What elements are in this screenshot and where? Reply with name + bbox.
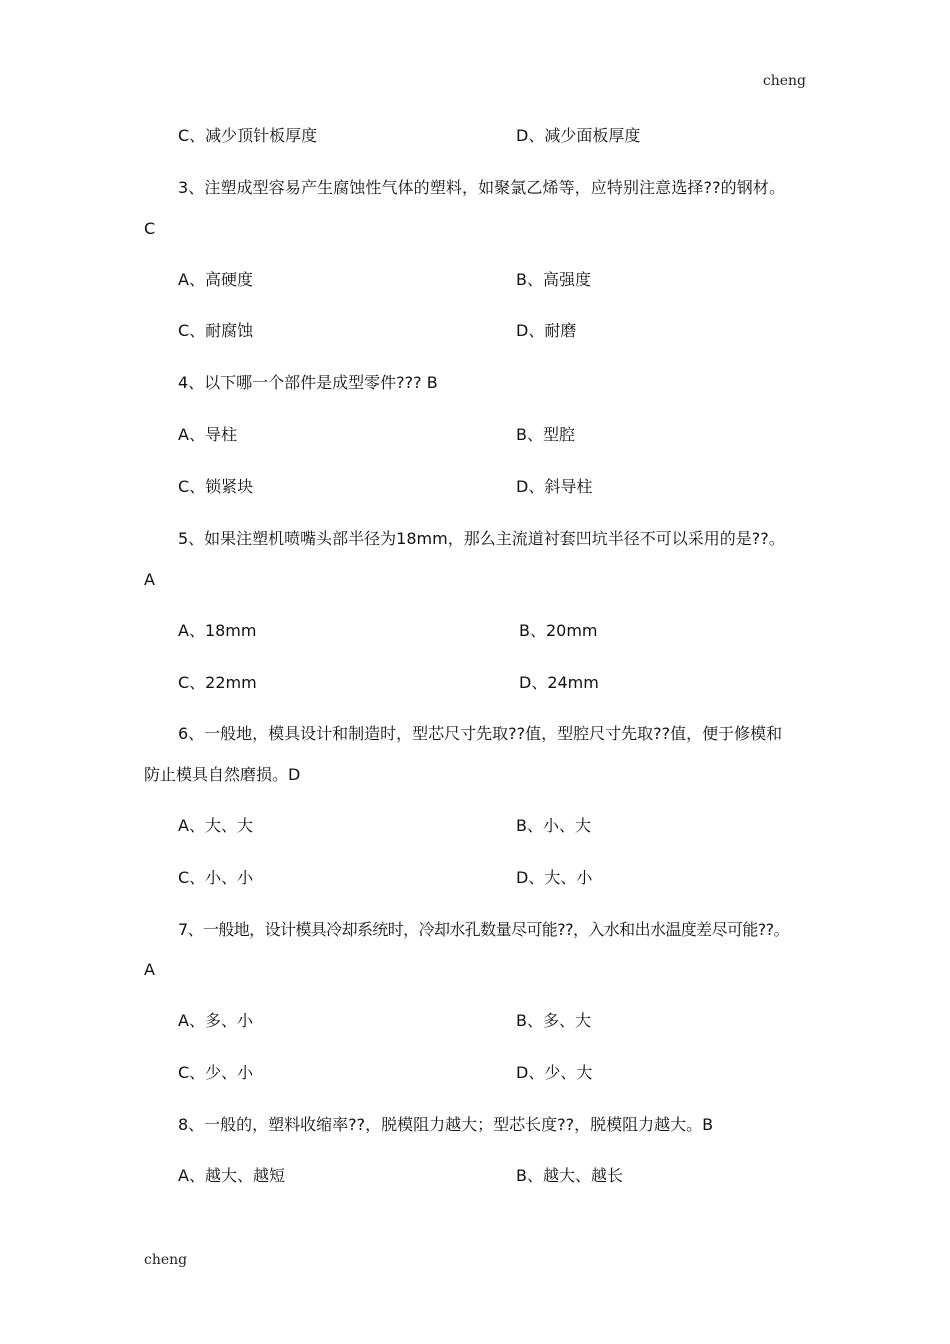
- question-8: 8、一般的，塑料收缩率??，脱模阻力越大；型芯长度??，脱模阻力越大。B: [178, 1115, 714, 1134]
- question-6-option-b: B、小、大: [516, 816, 591, 835]
- question-3-option-d: D、耐磨: [516, 321, 577, 340]
- question-3-option-b: B、高强度: [516, 270, 591, 289]
- question-4-option-c: C、锁紧块: [178, 477, 254, 496]
- question-8-option-b: B、越大、越长: [516, 1166, 623, 1185]
- question-4: 4、以下哪一个部件是成型零件??? B: [178, 373, 438, 392]
- question-6-continuation: 防止模具自然磨损。D: [144, 765, 301, 784]
- question-6-option-c: C、小、小: [178, 868, 254, 887]
- question-6-option-d: D、大、小: [516, 868, 593, 887]
- question-7-option-d: D、少、大: [516, 1063, 593, 1082]
- question-5-option-d: D、24mm: [519, 673, 599, 692]
- question-7: 7、一般地，设计模具冷却系统时，冷却水孔数量尽可能??，入水和出水温度差尽可能??。: [178, 920, 789, 939]
- question-3-option-a: A、高硬度: [178, 270, 253, 289]
- question-7-answer: A: [144, 960, 155, 979]
- page-footer: cheng: [144, 1252, 188, 1268]
- question-5: 5、如果注塑机喷嘴头部半径为18mm，那么主流道衬套凹坑半径不可以采用的是??。: [178, 529, 785, 548]
- page-header: cheng: [762, 73, 806, 89]
- question-8-option-a: A、越大、越短: [178, 1166, 285, 1185]
- question-6: 6、一般地，模具设计和制造时，型芯尺寸先取??值，型腔尺寸先取??值，便于修模和: [178, 724, 783, 743]
- question-4-option-d: D、斜导柱: [516, 477, 593, 496]
- option-d-prev: D、减少面板厚度: [516, 126, 641, 145]
- question-4-option-a: A、导柱: [178, 425, 237, 444]
- question-4-option-b: B、型腔: [516, 425, 575, 444]
- question-7-option-a: A、多、小: [178, 1011, 253, 1030]
- question-3-answer: C: [144, 219, 156, 238]
- question-5-option-a: A、18mm: [178, 621, 257, 640]
- question-3: 3、注塑成型容易产生腐蚀性气体的塑料，如聚氯乙烯等，应特别注意选择??的钢材。: [178, 178, 786, 197]
- option-c-prev: C、减少顶针板厚度: [178, 126, 318, 145]
- question-3-option-c: C、耐腐蚀: [178, 321, 254, 340]
- question-7-option-b: B、多、大: [516, 1011, 591, 1030]
- question-7-option-c: C、少、小: [178, 1063, 254, 1082]
- question-6-option-a: A、大、大: [178, 816, 253, 835]
- question-5-option-c: C、22mm: [178, 673, 257, 692]
- question-5-option-b: B、20mm: [519, 621, 598, 640]
- question-5-answer: A: [144, 570, 155, 589]
